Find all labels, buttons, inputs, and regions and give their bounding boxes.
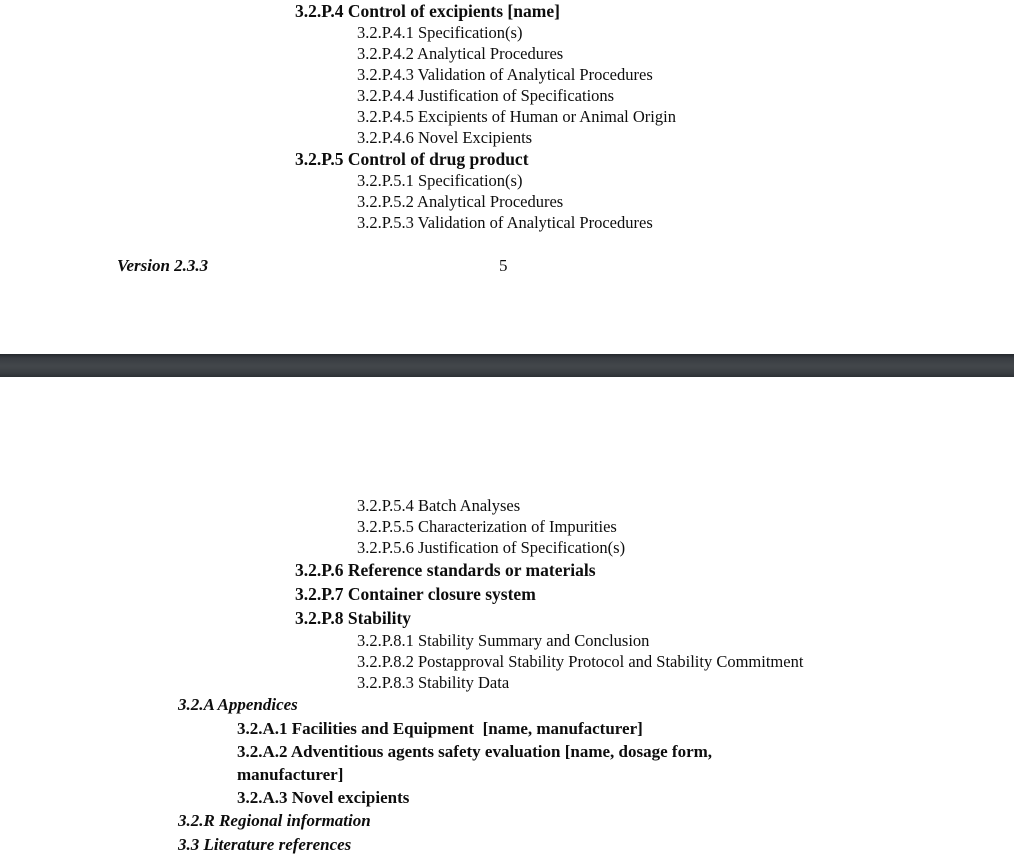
- page2-toc-list: [0, 495, 1014, 857]
- pdf-page-5: [0, 0, 1014, 354]
- toc-entry: 3.2.P.5.5 Characterization of Impurities: [357, 517, 617, 536]
- toc-entry: 3.2.R Regional information: [178, 811, 371, 830]
- toc-entry: 3.2.P.5.3 Validation of Analytical Procedures: [357, 213, 653, 232]
- toc-entry: 3.2.P.6 Reference standards or materials: [295, 560, 596, 580]
- toc-entry: 3.2.P.4.5 Excipients of Human or Animal Origin: [357, 107, 676, 126]
- toc-entry: 3.2.P.4.3 Validation of Analytical Procedures: [357, 65, 653, 84]
- toc-entry: manufacturer]: [237, 765, 344, 784]
- toc-entry: 3.2.P.8.2 Postapproval Stability Protocol and Stability Commitment: [357, 652, 804, 671]
- toc-entry: 3.2.P.4 Control of excipients [name]: [295, 1, 560, 21]
- footer-version-label: Version 2.3.3: [117, 256, 209, 275]
- toc-entry: 3.2.P.8.1 Stability Summary and Conclusion: [357, 631, 650, 650]
- toc-entry: 3.2.P.4.1 Specification(s): [357, 23, 523, 42]
- page1-toc-list: [0, 0, 1014, 233]
- pdf-page-6: [0, 377, 1014, 857]
- toc-entry: 3.2.P.8 Stability: [295, 608, 412, 628]
- page-footer: [0, 255, 1014, 276]
- toc-entry: 3.2.P.5.4 Batch Analyses: [357, 496, 521, 515]
- toc-entry: 3.2.A.1 Facilities and Equipment [name, manufacturer]: [237, 719, 643, 738]
- toc-entry: 3.2.P.8.3 Stability Data: [357, 673, 510, 692]
- toc-entry: 3.2.A Appendices: [178, 695, 298, 714]
- toc-entry: 3.2.P.5 Control of drug product: [295, 149, 529, 169]
- toc-entry: 3.2.P.5.6 Justification of Specification(s): [357, 538, 626, 557]
- toc-entry: 3.2.A.3 Novel excipients: [237, 788, 410, 807]
- toc-entry: 3.2.A.2 Adventitious agents safety evaluation [name, dosage form,: [237, 742, 713, 761]
- toc-entry: 3.2.P.5.2 Analytical Procedures: [357, 192, 564, 211]
- page-break-separator: [0, 354, 1014, 377]
- toc-entry: 3.3 Literature references: [178, 835, 352, 854]
- toc-entry: 3.2.P.5.1 Specification(s): [357, 171, 523, 190]
- toc-entry: 3.2.P.7 Container closure system: [295, 584, 536, 604]
- toc-entry: 3.2.P.4.4 Justification of Specifications: [357, 86, 615, 105]
- toc-entry: 3.2.P.4.2 Analytical Procedures: [357, 44, 564, 63]
- toc-entry: 3.2.P.4.6 Novel Excipients: [357, 128, 533, 147]
- footer-page-number: 5: [499, 256, 508, 275]
